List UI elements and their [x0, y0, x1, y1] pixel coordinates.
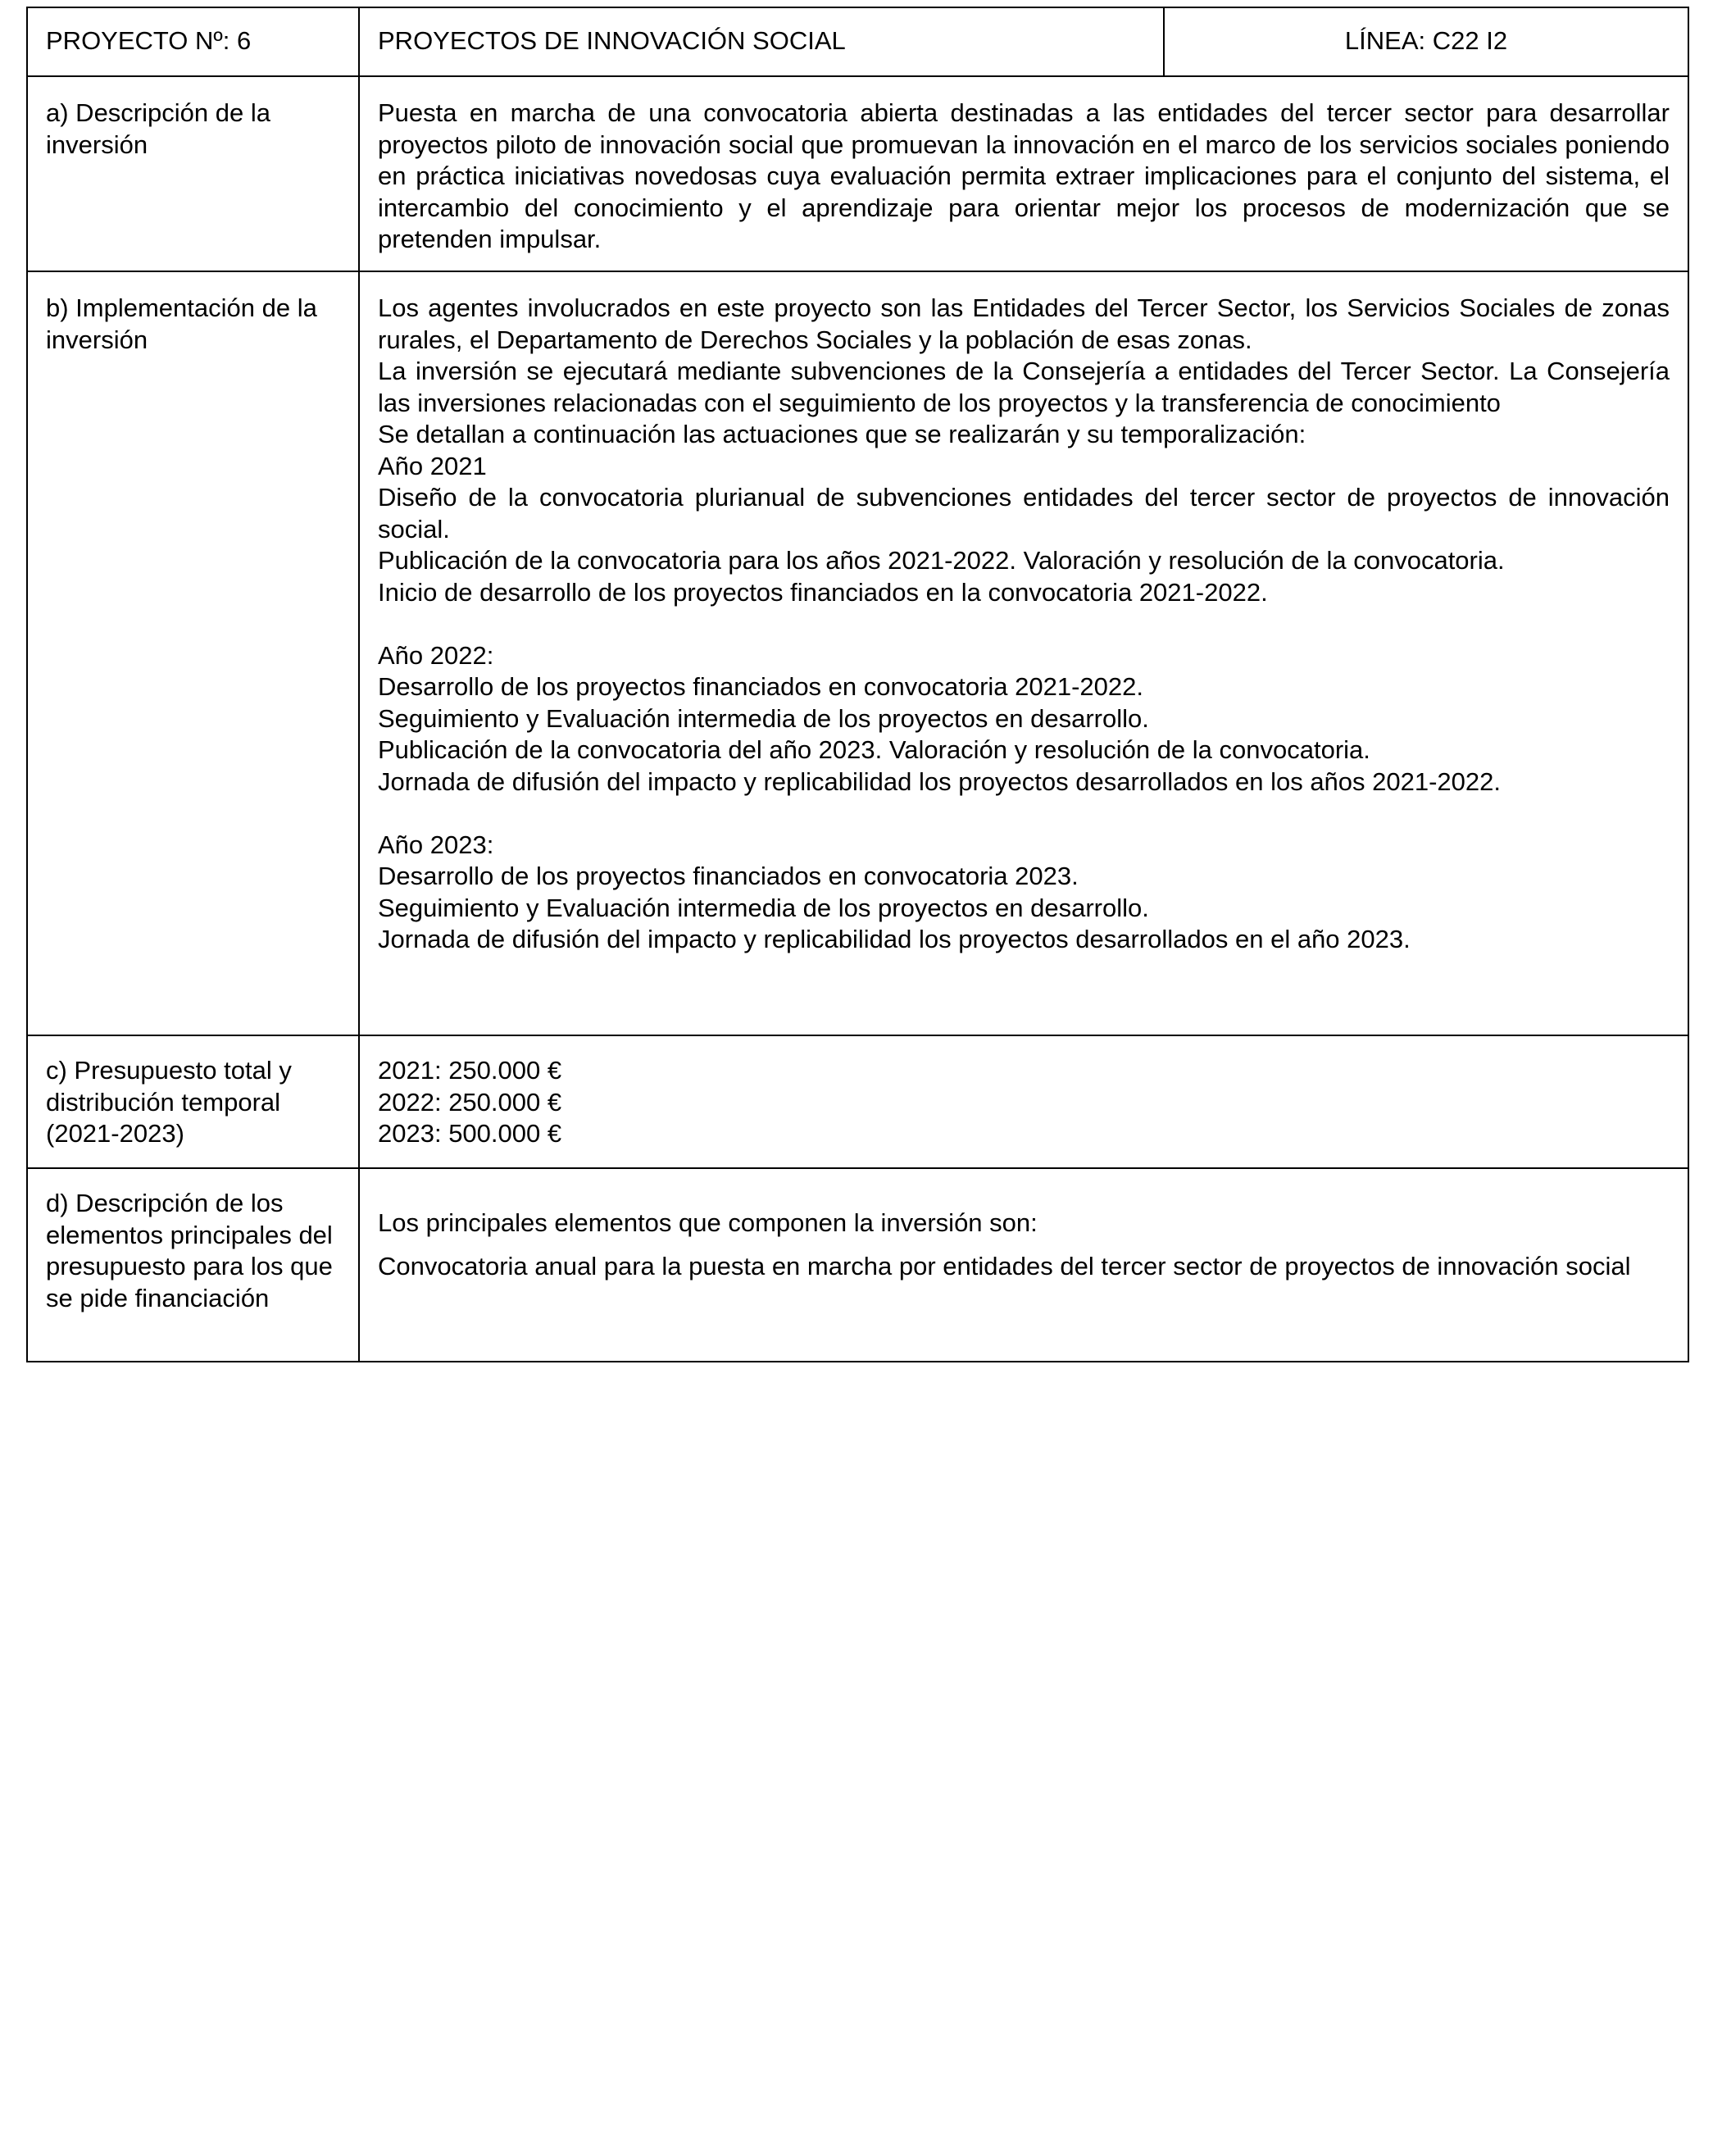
year-2022-item: Seguimiento y Evaluación intermedia de los proyectos en desarrollo.	[378, 703, 1149, 733]
budget-line: 2021: 250.000 €	[378, 1056, 562, 1085]
section-d-label: d) Descripción de los elementos principales del presupuesto para los que se pide financiación	[27, 1168, 359, 1362]
section-b-paragraph: Se detallan a continuación las actuaciones que se realizarán y su temporalización:	[378, 420, 1306, 448]
section-a-text: Puesta en marcha de una convocatoria abierta destinadas a las entidades del tercer sector para desarrollar proyectos piloto de innovación social que promuevan la innovación en el marco de los servicios sociales poniendo en práctica iniciativas novedosas cuya evaluación permita extraer implicaciones para el conjunto del sistema, el intercambio del conocimiento y el aprendizaje para orientar mejor los procesos de modernización que se pretenden impulsar.	[359, 76, 1688, 271]
year-2021-item: Diseño de la convocatoria plurianual de subvenciones entidades del tercer sector de proyectos de innovación social.	[378, 483, 1670, 544]
section-d-row	[27, 1168, 1688, 1362]
year-2022-item: Publicación de la convocatoria del año 2023. Valoración y resolución de la convocatoria.	[378, 735, 1370, 764]
year-2023-item: Seguimiento y Evaluación intermedia de los proyectos en desarrollo.	[378, 893, 1149, 922]
section-b-content	[359, 271, 1688, 1035]
section-b-paragraph: Los agentes involucrados en este proyecto son las Entidades del Tercer Sector, los Servicios Sociales de zonas rurales, el Departamento de Derechos Sociales y la población de esas zonas.	[378, 293, 1670, 354]
section-d-content	[359, 1168, 1688, 1362]
section-b-row	[27, 271, 1688, 1035]
spacer	[378, 608, 1670, 640]
spacer	[378, 798, 1670, 830]
spacer	[378, 1239, 1670, 1251]
project-number: PROYECTO Nº: 6	[27, 7, 359, 76]
year-2023-item: Jornada de difusión del impacto y replicabilidad los proyectos desarrollados en el año 2023.	[378, 925, 1411, 953]
year-2023-title: Año 2023:	[378, 830, 494, 859]
year-2021-item: Inicio de desarrollo de los proyectos financiados en la convocatoria 2021-2022.	[378, 577, 1268, 607]
project-table	[26, 7, 1689, 1362]
header-row	[27, 7, 1688, 76]
year-2023-item: Desarrollo de los proyectos financiados en convocatoria 2023.	[378, 862, 1079, 890]
section-c-row	[27, 1035, 1688, 1168]
section-b-label: b) Implementación de la inversión	[27, 271, 359, 1035]
project-title: PROYECTOS DE INNOVACIÓN SOCIAL	[359, 7, 1164, 76]
section-a-row	[27, 76, 1688, 271]
section-b-paragraph: La inversión se ejecutará mediante subvenciones de la Consejería a entidades del Tercer Sector. La Consejería las inversiones relacionadas con el seguimiento de los proyectos y la transferencia de conocimiento	[378, 357, 1670, 417]
section-d-intro: Los principales elementos que componen la inversión son:	[378, 1208, 1038, 1237]
section-c-budget	[359, 1035, 1688, 1168]
year-2022-title: Año 2022:	[378, 640, 494, 670]
section-c-label: c) Presupuesto total y distribución temporal (2021-2023)	[27, 1035, 359, 1168]
line-code: LÍNEA: C22 I2	[1164, 7, 1688, 76]
section-a-label: a) Descripción de la inversión	[27, 76, 359, 271]
budget-line: 2022: 250.000 €	[378, 1087, 562, 1117]
budget-line: 2023: 500.000 €	[378, 1119, 562, 1148]
section-d-element: Convocatoria anual para la puesta en marcha por entidades del tercer sector de proyectos de innovación social	[378, 1251, 1631, 1280]
year-2021-item: Publicación de la convocatoria para los años 2021-2022. Valoración y resolución de la convocatoria.	[378, 546, 1505, 575]
year-2021-title: Año 2021	[378, 451, 487, 480]
year-2022-item: Desarrollo de los proyectos financiados en convocatoria 2021-2022.	[378, 672, 1144, 701]
year-2022-item: Jornada de difusión del impacto y replicabilidad los proyectos desarrollados en los años 2021-2022.	[378, 766, 1502, 796]
